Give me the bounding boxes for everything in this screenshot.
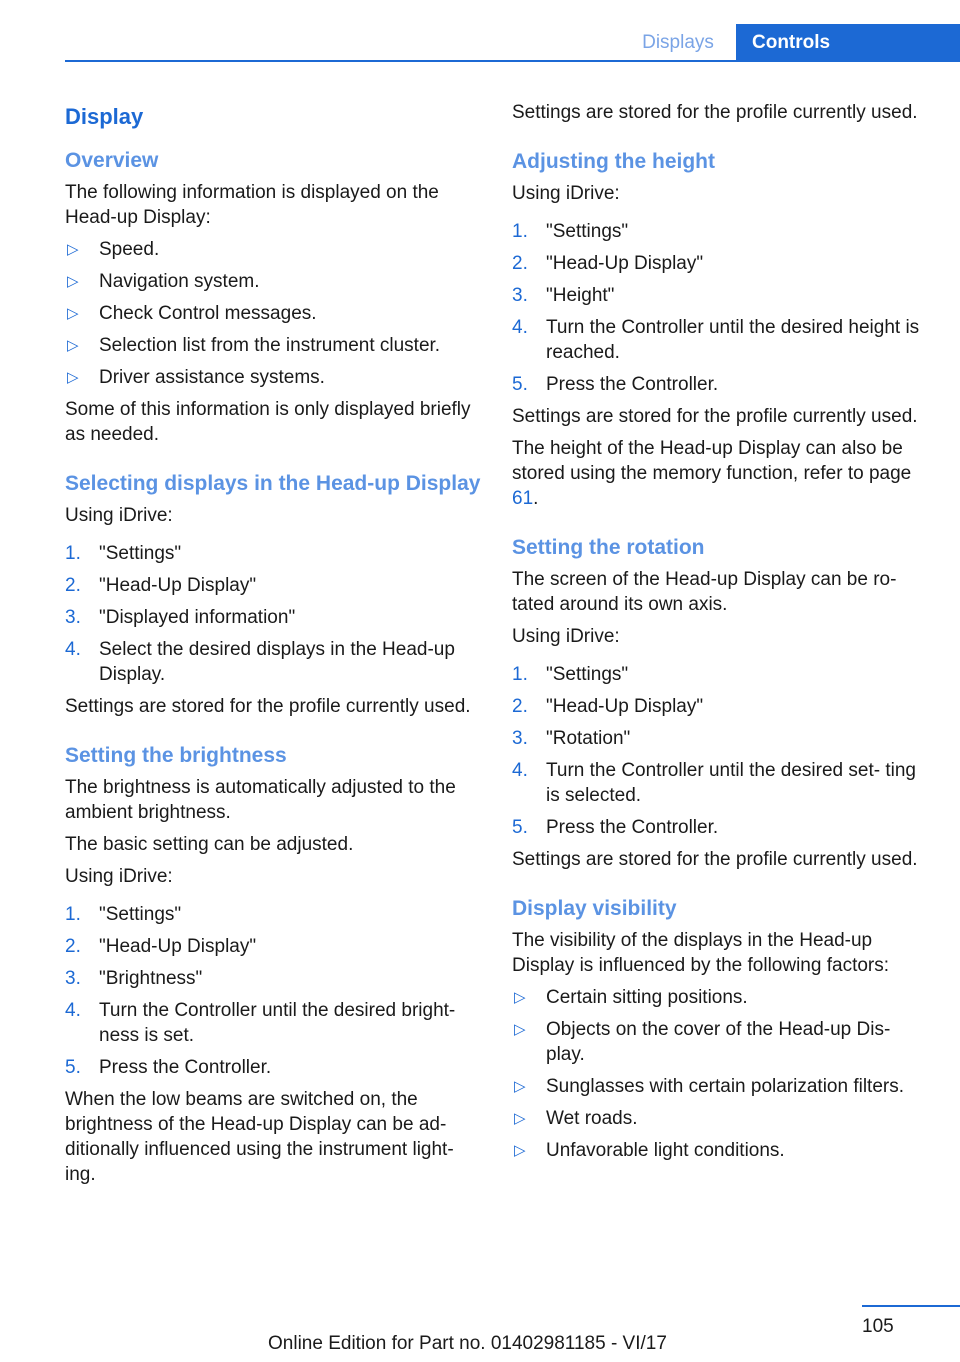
list-item: ▷ Driver assistance systems. [67,367,325,388]
height-memory-note: The height of the Head-up Display can also be stored using the memory function, refer to page 61. [512,438,912,509]
brightness-p2: The basic setting can be adjusted. [65,834,354,855]
bullet-arrow-icon: ▷ [67,369,79,386]
step-item: 3. "Brightness" [65,968,203,989]
step-item: 3. "Displayed information" [65,607,296,628]
list-item: ▷ Objects on the cover of the Head-up Dis‐ play. [514,1019,891,1065]
selecting-using-idrive: Using iDrive: [65,505,173,526]
brightness-p3: When the low beams are switched on, the brightness of the Head-up Display can be ad‐ ditionally influenced using the instrument light‐ ing. [65,1089,454,1185]
bullet-arrow-icon: ▷ [514,1110,526,1127]
brightness-using-idrive: Using iDrive: [65,866,173,887]
step-item: 2. "Head-Up Display" [512,253,704,274]
left-column [65,100,483,1194]
list-item: ▷ Check Control messages. [67,303,317,324]
step-item: 2. "Head-Up Display" [65,575,257,596]
heading-adjusting-height: Adjusting the height [512,150,715,173]
right-column [512,100,930,1170]
rotation-p1: The screen of the Head-up Display can be ro‐ tated around its own axis. [512,569,897,615]
rotation-steps [512,662,930,840]
selecting-stored-note: Settings are stored for the profile currently used. [65,696,471,717]
bullet-arrow-icon: ▷ [67,337,79,354]
list-item: ▷ Certain sitting positions. [514,987,748,1008]
overview-intro: The following information is displayed on the Head-up Display: [65,182,439,228]
header-tab-displays[interactable]: Displays [642,32,714,53]
heading-selecting-displays: Selecting displays in the Head-up Display [65,472,481,495]
heading-overview: Overview [65,149,159,172]
heading-brightness: Setting the brightness [65,744,287,767]
bullet-arrow-icon: ▷ [514,989,526,1006]
overview-note: Some of this information is only displayed briefly as needed. [65,399,471,445]
step-item: 1. "Settings" [512,664,629,685]
visibility-list [512,985,930,1163]
list-item: ▷ Unfavorable light conditions. [514,1140,785,1161]
step-item: 1. "Settings" [65,543,182,564]
bullet-arrow-icon: ▷ [67,305,79,322]
height-stored-note: Settings are stored for the profile currently used. [512,406,918,427]
brightness-steps [65,902,483,1080]
stored-note-top: Settings are stored for the profile currently used. [512,102,918,123]
step-item: 1. "Settings" [512,221,629,242]
header-tab-controls[interactable]: Controls [736,24,960,62]
height-steps [512,219,930,397]
list-item: ▷ Speed. [67,239,160,260]
rotation-using-idrive: Using iDrive: [512,626,620,647]
list-item: ▷ Navigation system. [67,271,260,292]
heading-rotation: Setting the rotation [512,536,705,559]
step-item: 4. Turn the Controller until the desired height is reached. [512,317,920,363]
step-item: 1. "Settings" [65,904,182,925]
step-item: 5. Press the Controller. [65,1057,272,1078]
step-item: 3. "Height" [512,285,615,306]
selecting-steps [65,541,483,687]
step-item: 3. "Rotation" [512,728,631,749]
bullet-arrow-icon: ▷ [514,1142,526,1159]
brightness-p1: The brightness is automatically adjusted to the ambient brightness. [65,777,456,823]
step-item: 2. "Head-Up Display" [65,936,257,957]
list-item: ▷ Wet roads. [514,1108,638,1129]
footer-rule [862,1305,960,1307]
list-item: ▷ Selection list from the instrument cluster. [67,335,441,356]
rotation-stored-note: Settings are stored for the profile currently used. [512,849,918,870]
bullet-arrow-icon: ▷ [67,241,79,258]
header-rule [65,60,960,62]
bullet-arrow-icon: ▷ [67,273,79,290]
footer-edition: Online Edition for Part no. 01402981185 - VI/17 [268,1333,667,1354]
section-title: Display [65,104,144,129]
step-item: 4. Turn the Controller until the desired bright‐ ness is set. [65,1000,456,1046]
overview-list [65,237,483,390]
step-item: 4. Turn the Controller until the desired set‐ ting is selected. [512,760,916,806]
step-item: 2. "Head-Up Display" [512,696,704,717]
step-item: 5. Press the Controller. [512,817,719,838]
list-item: ▷ Sunglasses with certain polarization filters. [514,1076,905,1097]
bullet-arrow-icon: ▷ [514,1078,526,1095]
page-number: 105 [862,1316,894,1337]
heading-display-visibility: Display visibility [512,897,677,920]
page-link[interactable]: 61 [512,488,534,509]
step-item: 5. Press the Controller. [512,374,719,395]
bullet-arrow-icon: ▷ [514,1021,526,1038]
height-using-idrive: Using iDrive: [512,183,620,204]
step-item: 4. Select the desired displays in the Head-up Display. [65,639,455,685]
visibility-p1: The visibility of the displays in the Head-up Display is influenced by the following factors: [512,930,890,976]
